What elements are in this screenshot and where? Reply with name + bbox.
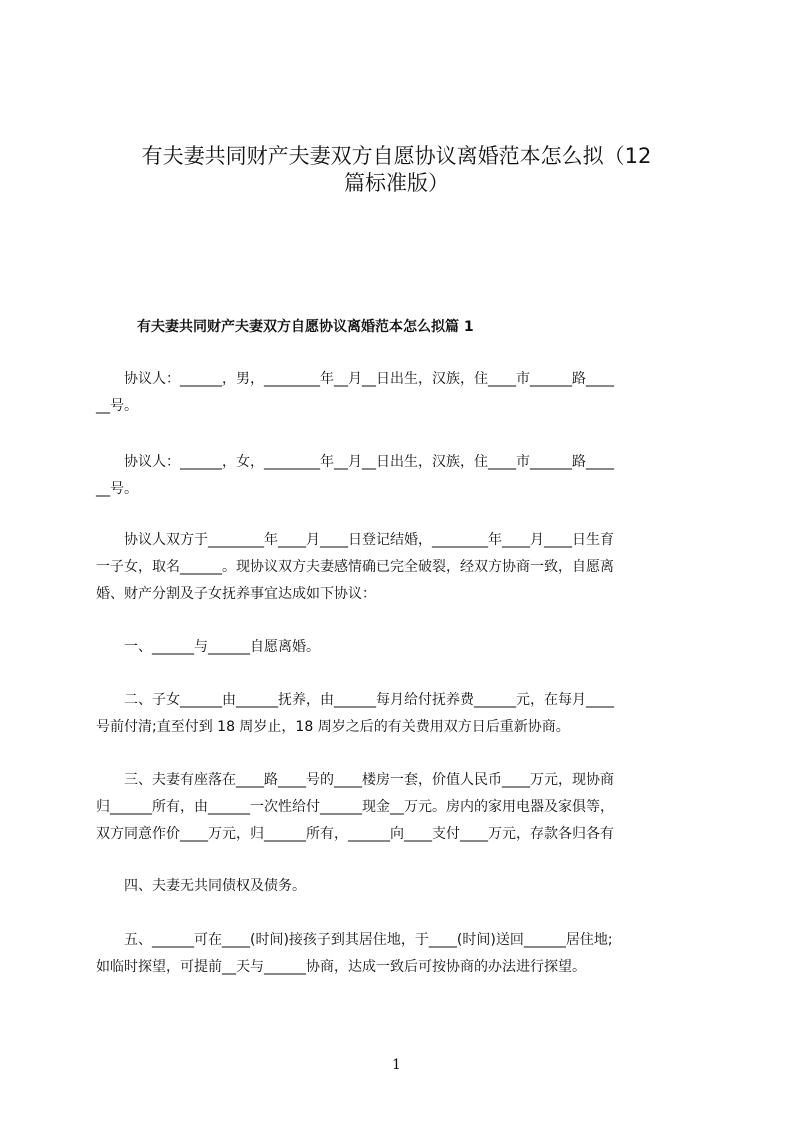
clause-2	[96, 690, 706, 737]
page-number: 1	[392, 1057, 401, 1073]
paragraph-line: 如临时探望，可提前__天与______协商，达成一致后可按协商的办法进行探望。	[96, 959, 586, 975]
paragraph-party-female	[96, 452, 706, 499]
paragraph-line: 协议人：______，女，________年__月__日出生，汉族，住____市______路____	[96, 454, 614, 470]
title-line-2: 篇标准版）	[344, 171, 449, 195]
paragraph-line: 四、夫妻无共同债权及债务。	[96, 878, 306, 894]
document-title	[96, 143, 697, 197]
paragraph-line: 婚、财产分割及子女抚养事宜达成如下协议：	[96, 586, 376, 602]
paragraph-line: 协议人：______，男，________年__月__日出生，汉族，住____市______路____	[96, 371, 614, 387]
paragraph-line: 三、夫妻有座落在____路____号的____楼房一套，价值人民币____万元，现协商	[96, 772, 614, 788]
paragraph-party-male	[96, 369, 706, 416]
paragraph-line: __号。	[96, 481, 138, 497]
section-heading: 有夫妻共同财产夫妻双方自愿协议离婚范本怎么拟篇 1	[137, 319, 474, 335]
paragraph-line: 一子女，取名______。现协议双方夫妻感情确已完全破裂，经双方协商一致，自愿离	[96, 559, 614, 575]
paragraph-line: 归______所有，由______一次性给付______现金__万元。房内的家用电器及家俱等，	[96, 799, 614, 815]
paragraph-line: 双方同意作价____万元，归______所有，______向____支付____万元，存款各归各有	[96, 826, 614, 842]
clause-1	[96, 637, 706, 657]
clause-5	[96, 930, 706, 977]
paragraph-line: 协议人双方于________年____月____日登记结婚，________年____月____日生育	[96, 532, 614, 548]
clause-3	[96, 770, 706, 844]
paragraph-line: 号前付清;直至付到 18 周岁止，18 周岁之后的有关费用双方日后重新协商。	[96, 719, 570, 735]
paragraph-line: 五、______可在____(时间)接孩子到其居住地，于____(时间)送回______居住地;	[96, 932, 613, 948]
paragraph-line: __号。	[96, 398, 138, 414]
paragraph-marriage-info	[96, 530, 706, 604]
title-line-1: 有夫妻共同财产夫妻双方自愿协议离婚范本怎么拟（12	[141, 144, 652, 168]
paragraph-line: 一、______与______自愿离婚。	[96, 639, 320, 655]
paragraph-line: 二、子女______由______抚养，由______每月给付抚养费______元，在每月____	[96, 692, 614, 708]
clause-4	[96, 876, 706, 896]
